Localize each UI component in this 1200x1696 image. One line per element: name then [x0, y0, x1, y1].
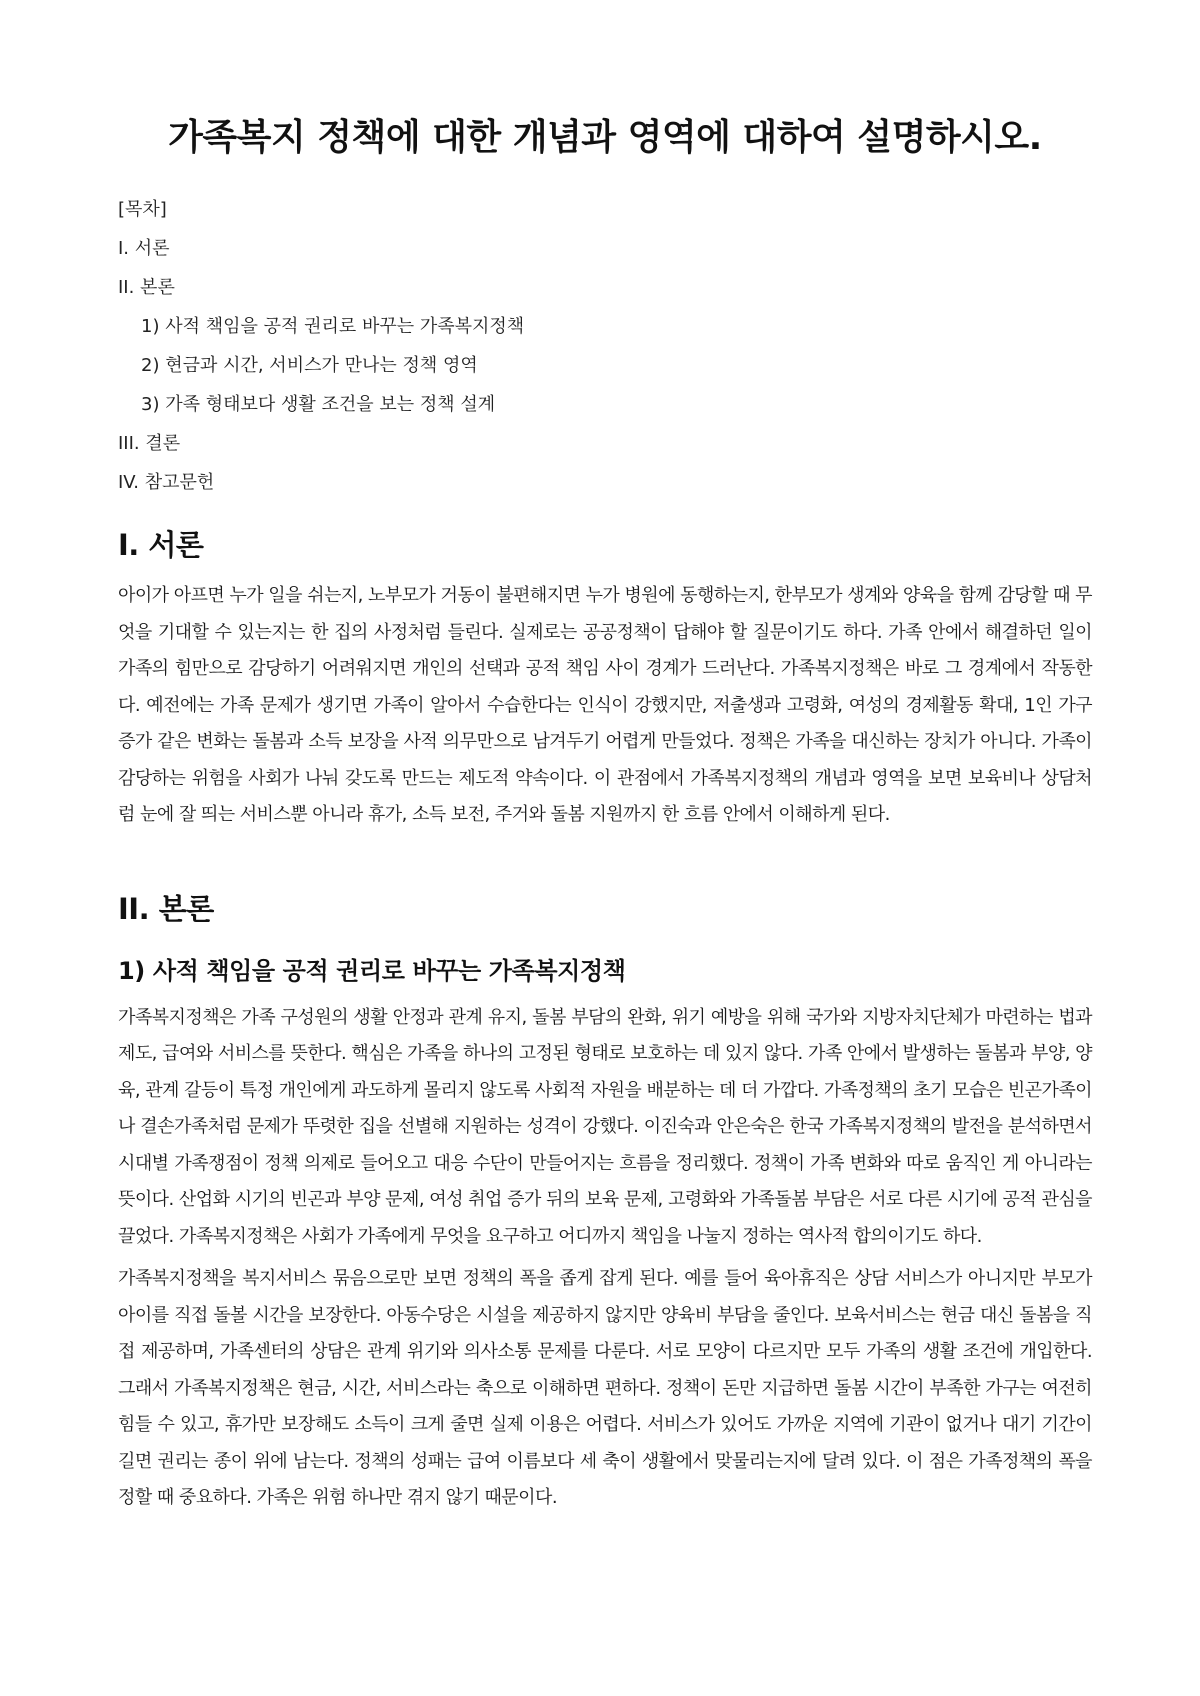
subsection-1-heading: 1) 사적 책임을 공적 권리로 바꾸는 가족복지정책 — [118, 956, 626, 985]
toc-item-conclusion: III. 결론 — [118, 433, 181, 454]
section-spacer — [118, 840, 1092, 866]
introduction-heading: I. 서론 — [118, 528, 204, 562]
introduction-section — [118, 524, 1092, 834]
toc-item-main-body: II. 본론 — [118, 277, 175, 298]
main-body-section — [118, 888, 1092, 1517]
toc-label: [목차] — [118, 199, 167, 220]
introduction-paragraph: 아이가 아프면 누가 일을 쉬는지, 노부모가 거동이 불편해지면 누가 병원에 동행하는지, 한부모가 생계와 양육을 함께 감당할 때 무엇을 기대할 수 있는지는 한 집의 사정처럼 들린다. 실제로는 공공정책이 답해야 할 질문이기도 하다. 가족 안에서 해결하던 일이 가족의 힘만으로 감당하기 어려워지면 개인의 선택과 공적 책임 사이 경계가 드러난다. 가족복지정책은 바로 그 경계에서 작동한다. 예전에는 가족 문제가 생기면 가족이 알아서 수습한다는 인식이 강했지만, 저출생과 고령화, 여성의 경제활동 확대, 1인 가구 증가 같은 변화는 돌봄과 소득 보장을 사적 의무만으로 남겨두기 어렵게 만들었다. 정책은 가족을 대신하는 장치가 아니다. 가족이 감당하는 위험을 사회가 나눠 갖도록 만드는 제도적 약속이다. 이 관점에서 가족복지정책의 개념과 영역을 보면 보육비나 상담처럼 눈에 잘 띄는 서비스뿐 아니라 휴가, 소득 보전, 주거와 돌봄 지원까지 한 흐름 안에서 이해하게 된다. — [118, 585, 1092, 825]
toc-item-references: IV. 참고문헌 — [118, 472, 215, 493]
subsection-1-paragraph-1: 가족복지정책은 가족 구성원의 생활 안정과 관계 유지, 돌봄 부담의 완화, 위기 예방을 위해 국가와 지방자치단체가 마련하는 법과 제도, 급여와 서비스를 뜻한다. 핵심은 가족을 하나의 고정된 형태로 보호하는 데 있지 않다. 가족 안에서 발생하는 돌봄과 부양, 양육, 관계 갈등이 특정 개인에게 과도하게 몰리지 않도록 사회적 자원을 배분하는 데 더 가깝다. 가족정책의 초기 모습은 빈곤가족이나 결손가족처럼 문제가 뚜렷한 집을 선별해 지원하는 성격이 강했다. 이진숙과 안은숙은 한국 가족복지정책의 발전을 분석하면서 시대별 가족쟁점이 정책 의제로 들어오고 대응 수단이 만들어지는 흐름을 정리했다. 정책이 가족 변화와 따로 움직인 게 아니라는 뜻이다. 산업화 시기의 빈곤과 부양 문제, 여성 취업 증가 뒤의 보육 문제, 고령화와 가족돌봄 부담은 서로 다른 시기에 공적 관심을 끌었다. 가족복지정책은 사회가 가족에게 무엇을 요구하고 어디까지 책임을 나눌지 정하는 역사적 합의이기도 하다. — [118, 1006, 1092, 1247]
table-of-contents — [118, 190, 1092, 502]
toc-item-subsection-1: 1) 사적 책임을 공적 권리로 바꾸는 가족복지정책 — [141, 316, 525, 337]
subsection-1-paragraph-2: 가족복지정책을 복지서비스 묶음으로만 보면 정책의 폭을 좁게 잡게 된다. 예를 들어 육아휴직은 상담 서비스가 아니지만 부모가 아이를 직접 돌볼 시간을 보장한다. 아동수당은 시설을 제공하지 않지만 양육비 부담을 줄인다. 보육서비스는 현금 대신 돌봄을 직접 제공하며, 가족센터의 상담은 관계 위기와 의사소통 문제를 다룬다. 서로 모양이 다르지만 모두 가족의 생활 조건에 개입한다. 그래서 가족복지정책은 현금, 시간, 서비스라는 축으로 이해하면 편하다. 정책이 돈만 지급하면 돌봄 시간이 부족한 가구는 여전히 힘들 수 있고, 휴가만 보장해도 소득이 크게 줄면 실제 이용은 어렵다. 서비스가 있어도 가까운 지역에 기관이 없거나 대기 기간이 길면 권리는 종이 위에 남는다. 정책의 성패는 급여 이름보다 세 축이 생활에서 맞물리는지에 달려 있다. 이 점은 가족정책의 폭을 정할 때 중요하다. 가족은 위험 하나만 겪지 않기 때문이다. — [118, 1268, 1092, 1508]
document-title: 가족복지 정책에 대한 개념과 영역에 대하여 설명하시오. — [168, 117, 1042, 158]
toc-item-introduction: I. 서론 — [118, 238, 170, 259]
main-body-heading: II. 본론 — [118, 891, 214, 926]
toc-item-subsection-2: 2) 현금과 시간, 서비스가 만나는 정책 영역 — [141, 355, 478, 376]
toc-item-subsection-3: 3) 가족 형태보다 생활 조건을 보는 정책 설계 — [141, 394, 496, 415]
